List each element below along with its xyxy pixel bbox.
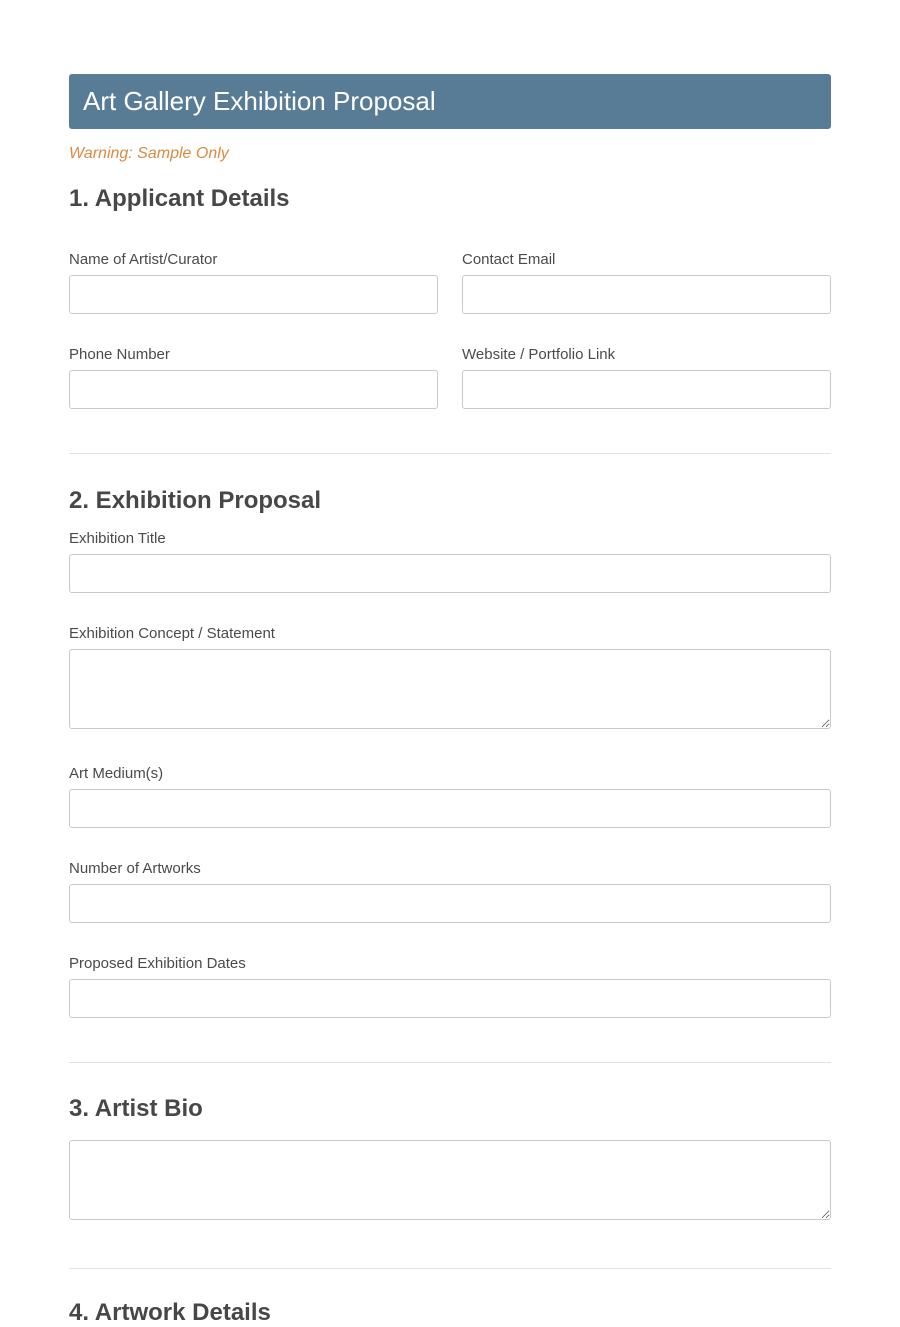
- medium-label: Art Medium(s): [69, 765, 164, 782]
- medium-field-group: [69, 765, 831, 828]
- section-divider: [69, 1062, 831, 1063]
- form-page: [69, 74, 831, 1327]
- section-exhibition-proposal-heading: 2. Exhibition Proposal: [69, 487, 322, 514]
- dates-input[interactable]: [69, 979, 831, 1018]
- exhibition-title-label: Exhibition Title: [69, 530, 166, 547]
- sample-warning: Warning: Sample Only: [69, 145, 229, 162]
- website-label: Website / Portfolio Link: [462, 346, 616, 363]
- name-field-group: [69, 251, 438, 314]
- dates-label: Proposed Exhibition Dates: [69, 955, 246, 972]
- name-input[interactable]: [69, 275, 438, 314]
- artwork-count-field-group: [69, 860, 831, 923]
- phone-field-group: [69, 346, 438, 409]
- artist-bio-textarea[interactable]: [69, 1140, 831, 1220]
- section-artist-bio-heading: 3. Artist Bio: [69, 1095, 203, 1122]
- exhibition-title-field-group: [69, 530, 831, 593]
- exhibition-title-input[interactable]: [69, 554, 831, 593]
- section-artwork-details-heading: 4. Artwork Details: [69, 1299, 271, 1326]
- section-divider: [69, 1268, 831, 1269]
- form-title: Art Gallery Exhibition Proposal: [69, 74, 831, 129]
- concept-field-group: [69, 625, 831, 729]
- concept-textarea[interactable]: [69, 649, 831, 729]
- email-label: Contact Email: [462, 251, 556, 268]
- email-field-group: [462, 251, 831, 314]
- section-applicant-details-heading: 1. Applicant Details: [69, 185, 290, 212]
- artwork-count-label: Number of Artworks: [69, 860, 201, 877]
- phone-label: Phone Number: [69, 346, 170, 363]
- concept-label: Exhibition Concept / Statement: [69, 625, 275, 642]
- applicant-row-1: [69, 251, 831, 314]
- name-label: Name of Artist/Curator: [69, 251, 218, 268]
- website-field-group: [462, 346, 831, 409]
- website-input[interactable]: [462, 370, 831, 409]
- section-divider: [69, 453, 831, 454]
- medium-input[interactable]: [69, 789, 831, 828]
- email-input[interactable]: [462, 275, 831, 314]
- artwork-count-input[interactable]: [69, 884, 831, 923]
- phone-input[interactable]: [69, 370, 438, 409]
- applicant-row-2: [69, 346, 831, 409]
- dates-field-group: [69, 955, 831, 1018]
